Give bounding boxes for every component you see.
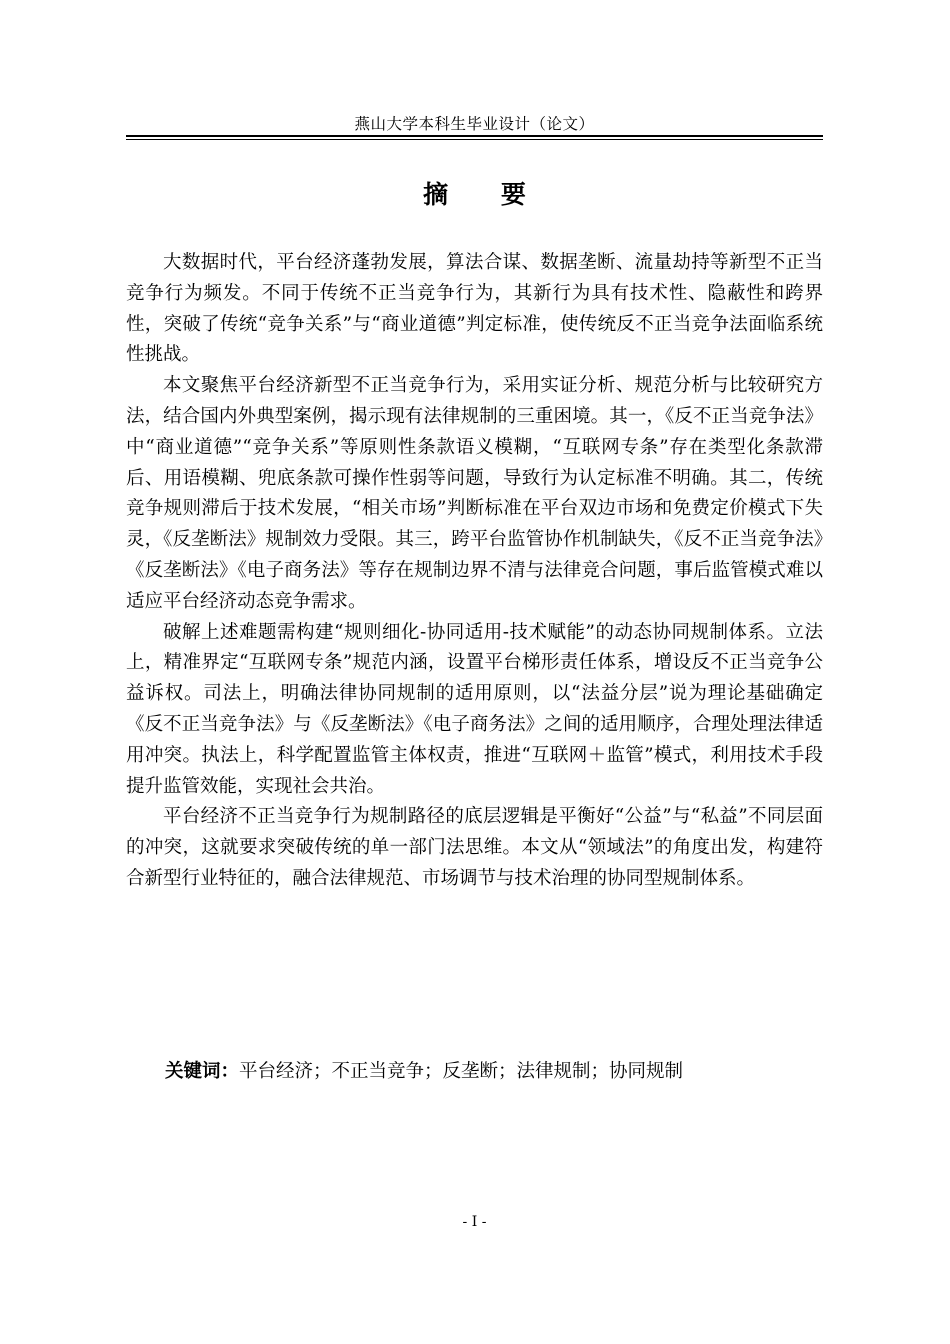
abstract-paragraph-2: 本文聚焦平台经济新型不正当竞争行为，采用实证分析、规范分析与比较研究方法，结合国内外典型案例，揭示现有法律规制的三重困境。其一，《反不正当竞争法》中“商业道德”“竞争关系”等原则性条款语义模糊，“互联网专条”存在类型化条款滞后、用语模糊、兜底条款可操作性弱等问题，导致行为认定标准不明确。其二，传统竞争规则滞后于技术发展，“相关市场”判断标准在平台双边市场和免费定价模式下失灵，《反垄断法》规制效力受限。其三，跨平台监管协作机制缺失，《反不正当竞争法》《反垄断法》《电子商务法》等存在规制边界不清与法律竞合问题，事后监管模式难以适应平台经济动态竞争需求。 xyxy=(126,375,823,612)
keywords-label: 关键词： xyxy=(165,1061,240,1082)
abstract-paragraph-1: 大数据时代，平台经济蓬勃发展，算法合谋、数据垄断、流量劫持等新型不正当竞争行为频发。不同于传统不正当竞争行为，其新行为具有技术性、隐蔽性和跨界性，突破了传统“竞争关系”与“商业道德”判定标准，使传统反不正当竞争法面临系统性挑战。 xyxy=(126,252,823,366)
running-header: 燕山大学本科生毕业设计（论文） xyxy=(354,115,595,133)
abstract-paragraph-4: 平台经济不正当竞争行为规制路径的底层逻辑是平衡好“公益”与“私益”不同层面的冲突，这就要求突破传统的单一部门法思维。本文从“领域法”的角度出发，构建符合新型行业特征的，融合法律规范、市场调节与技术治理的协同型规制体系。 xyxy=(126,806,823,889)
page-title: 摘 要 xyxy=(423,180,548,209)
header-rule-thick xyxy=(126,135,823,137)
keywords-line xyxy=(165,1057,823,1087)
abstract-body xyxy=(126,248,823,895)
keywords-value: 平台经济；不正当竞争；反垄断；法律规制；协同规制 xyxy=(239,1061,684,1082)
page-number: - I - xyxy=(462,1214,487,1230)
abstract-paragraph-3: 破解上述难题需构建“规则细化-协同适用-技术赋能”的动态协同规制体系。立法上，精准界定“互联网专条”规范内涵，设置平台梯形责任体系，增设反不正当竞争公益诉权。司法上，明确法律协同规制的适用原则，以“法益分层”说为理论基础确定《反不正当竞争法》与《反垄断法》《电子商务法》之间的适用顺序，合理处理法律适用冲突。执法上，科学配置监管主体权责，推进“互联网＋监管”模式，利用技术手段提升监管效能，实现社会共治。 xyxy=(126,621,823,797)
header-rule-thin xyxy=(126,139,823,140)
